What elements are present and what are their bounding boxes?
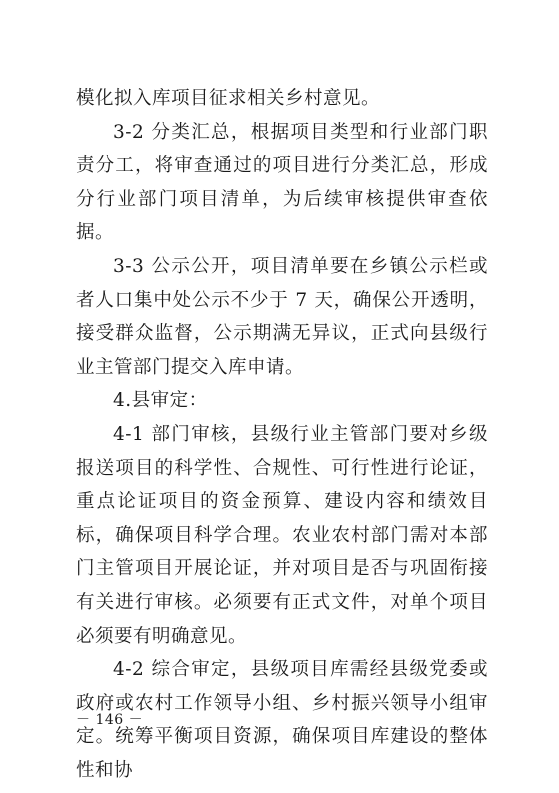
paragraph-1: 模化拟入库项目征求相关乡村意见。 — [76, 88, 381, 109]
page-number: － 146 － — [76, 712, 144, 728]
paragraph-6: 4-2 综合审定，县级项目库需经县级党委或政府或农村工作领导小组、乡村振兴领导小组审定。统筹平衡项目资源，确保项目库建设的整体性和协 — [76, 659, 488, 781]
paragraph-4: 4.县审定： — [113, 390, 208, 412]
paragraph-5: 4-1 部门审核，县级行业主管部门要对乡级报送项目的科学性、合规性、可行性进行论证，重点论证项目的资金预算、建设内容和绩效目标，确保项目科学合理。农业农村部门需对本部门主管项目开展论证，并对项目是否与巩固衔接有关进行审核。必须要有正式文件，对单个项目必须要有明确意见。 — [76, 423, 488, 647]
paragraph-3: 3-3 公示公开，项目清单要在乡镇公示栏或者人口集中处公示不少于 7 天，确保公开透明，接受群众监督，公示期满无异议，正式向县级行业主管部门提交入库申请。 — [76, 255, 488, 378]
document-body — [76, 82, 488, 787]
paragraph-2: 3-2 分类汇总，根据项目类型和行业部门职责分工，将审查通过的项目进行分类汇总，形成分行业部门项目清单，为后续审核提供审查依据。 — [76, 121, 488, 244]
